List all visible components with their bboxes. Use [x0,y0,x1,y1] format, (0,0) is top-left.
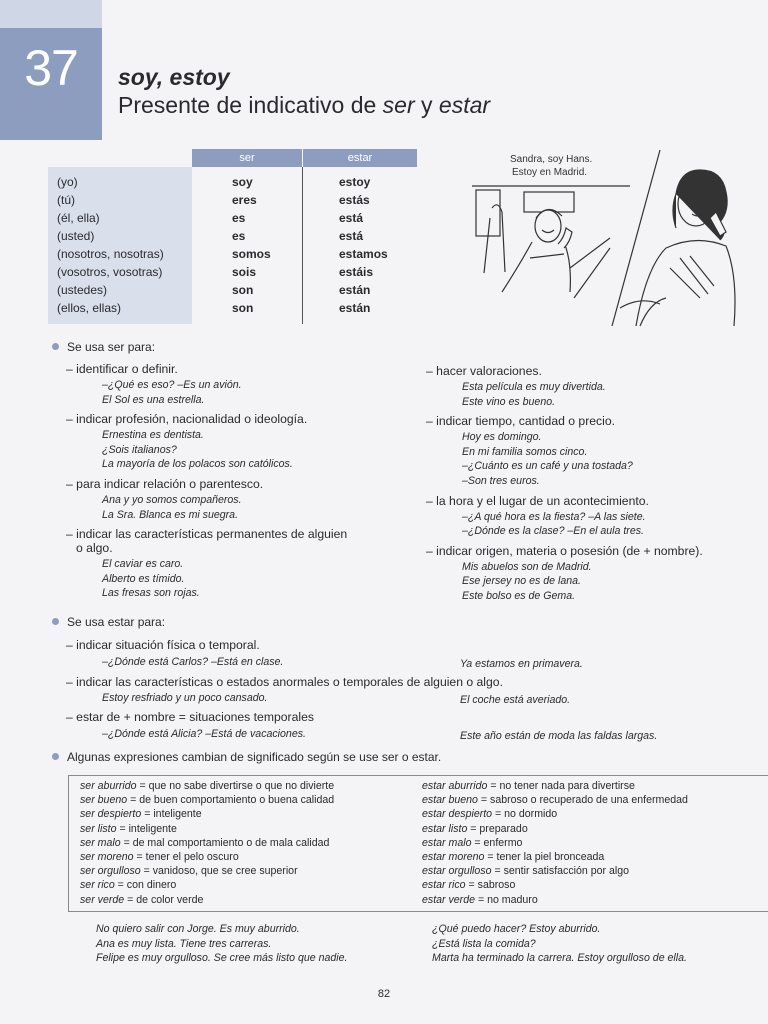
chapter-number: 37 [24,40,78,96]
chapter-tab-top [0,0,102,28]
page-number: 82 [377,988,391,1000]
bullet-icon [52,618,59,625]
estar-example-1: –¿Dónde está Carlos? –Está en clase. [102,656,284,668]
header-ser: ser [192,149,302,167]
chapter-subtitle: Presente de indicativo de ser y estar [118,92,491,118]
ser-rules-left: – identificar o definir. –¿Qué es eso? –Es un avión. El Sol es una estrella. – indicar profesión, nacionalidad o ideología. Ernestina es dentista. ¿Sois italianos? La mayoría de los polacos son católicos. – para indicar relación o parentesco. Ana y yo somos compañeros. La Sra. Blanca es mi suegra. – indicar las características permanentes de alguien o algo. El caviar es caro. Alberto es tímido. Las fresas son rojas. [66,362,348,600]
estar-example-2: Estoy resfriado y un poco cansado. [102,692,268,704]
estar-example-1b: Ya estamos en primavera. [460,658,583,670]
estar-column: estoy estás está está estamos estáis están están [339,175,388,315]
bullet-icon [52,753,59,760]
expressions-intro: Algunas expresiones cambian de significado según se use ser o estar. [52,750,441,764]
cartoon-illustration [470,148,742,328]
table-divider [302,167,303,324]
chapter-title: soy, estoy [118,64,230,90]
estar-example-3b: Este año están de moda las faldas largas. [460,730,658,742]
estar-example-3: –¿Dónde está Alicia? –Está de vacaciones. [102,728,306,740]
ser-column: soy eres es es somos sois son son [232,175,271,315]
expression-examples-left: No quiero salir con Jorge. Es muy aburrido. Ana es muy lista. Tiene tres carreras. Felipe es muy orgulloso. Se cree más listo que nadie. [96,923,348,965]
expression-examples-right: ¿Qué puedo hacer? Estoy aburrido. ¿Está lista la comida? Marta ha terminado la carrera. Estoy orgulloso de ella. [432,923,687,965]
ser-rules-right: – hacer valoraciones. Esta película es muy divertida. Este vino es bueno. – indicar tiempo, cantidad o precio. Hoy es domingo. En mi familia somos cinco. –¿Cuánto es un café y una tostada? –Son tres euros. – la hora y el lugar de un acontecimiento. –¿A qué hora es la fiesta? –A las siete. –¿Dónde es la clase? –En el aula tres. – indicar origen, materia o posesión (de + nombre). Mis abuelos son de Madrid. Ese jersey no es de lana. Este bolso es de Gema. [426,364,703,602]
speech-bubble-line2: Estoy en Madrid. [512,167,588,178]
estar-example-2b: El coche está averiado. [460,694,571,706]
speech-bubble-line1: Sandra, soy Hans. [510,154,593,165]
estar-expressions: estar aburrido = no tener nada para divertirse estar bueno = sabroso o recuperado de una enfermedad estar despierto = no dormido estar listo = preparado estar malo = enfermo estar moreno = tener la piel bronceada estar orgulloso = sentir satisfacción por algo estar rico = sabroso estar verde = no maduro [422,780,688,906]
header-estar: estar [303,149,417,167]
estar-rule-1: – indicar situación física o temporal. [66,638,260,652]
ser-section-intro: Se usa ser para: [52,340,155,354]
estar-rule-2: – indicar las características o estados anormales o temporales de alguien o algo. [66,675,503,689]
ser-expressions: ser aburrido = que no sabe divertirse o que no divierte ser bueno = de buen comportamiento o buena calidad ser despierto = inteligente ser listo = inteligente ser malo = de mal comportamiento o de mala calidad ser moreno = tener el pelo oscuro ser orgulloso = vanidoso, que se cree superior ser rico = con dinero ser verde = de color verde [80,780,335,906]
bullet-icon [52,343,59,350]
pronoun-column: (yo) (tú) (él, ella) (usted) (nosotros, nosotras) (vosotros, vosotras) (ustedes) (ellos, ellas) [57,175,164,315]
estar-section-intro: Se usa estar para: [52,615,165,629]
estar-rule-3: – estar de + nombre = situaciones temporales [66,710,314,724]
